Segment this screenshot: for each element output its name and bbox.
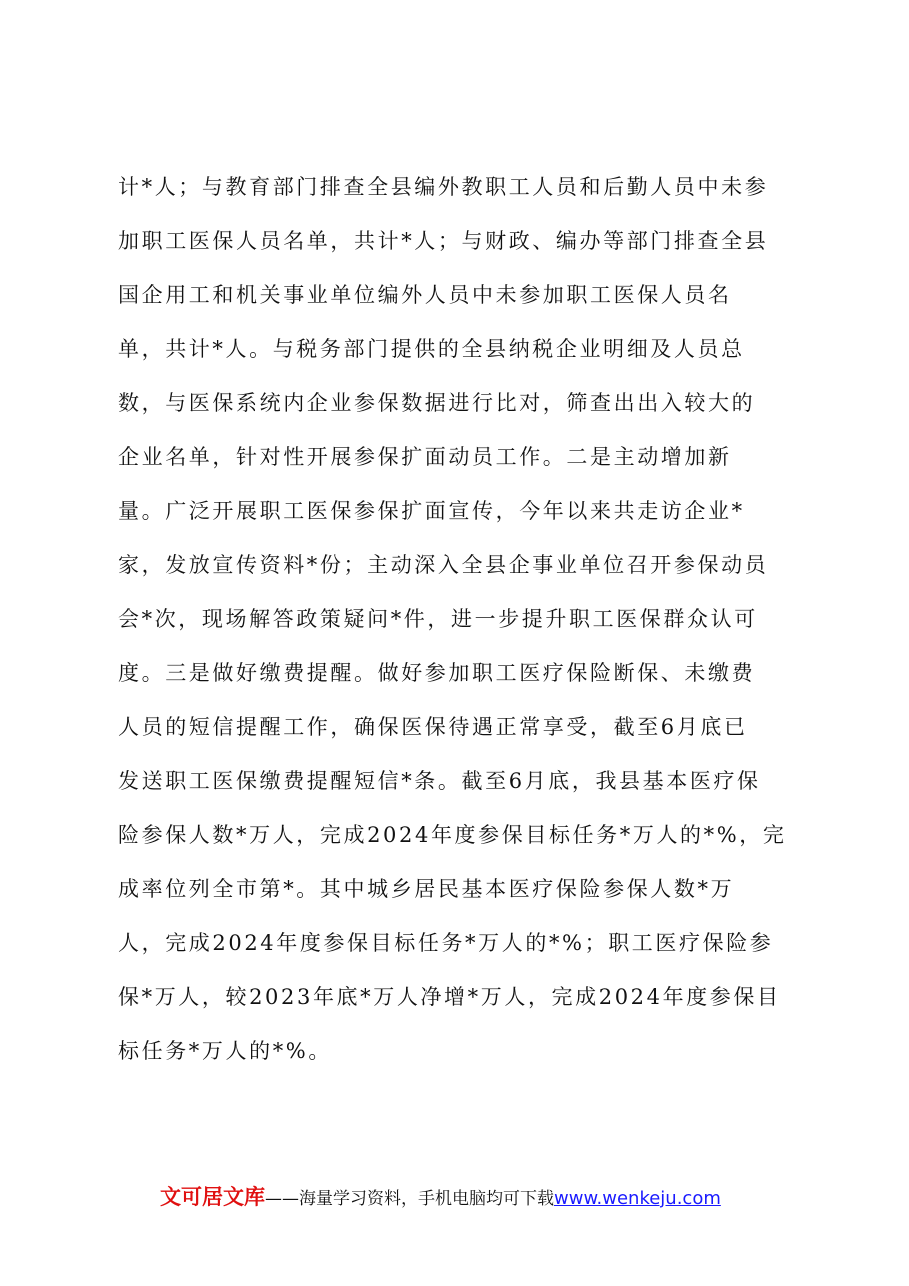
text-line: 计*人；与教育部门排查全县编外教职工人员和后勤人员中未参	[118, 175, 769, 199]
text-line: 险参保人数*万人，完成2024年度参保目标任务*万人的*%，完	[118, 823, 787, 847]
footer-banner	[160, 1180, 880, 1214]
text-line: 企业名单，针对性开展参保扩面动员工作。二是主动增加新	[118, 445, 732, 469]
text-line: 人员的短信提醒工作，确保医保待遇正常享受，截至6月底已	[118, 715, 748, 739]
text-line: 人，完成2024年度参保目标任务*万人的*%；职工医疗保险参	[118, 931, 774, 955]
text-line: 标任务*万人的*%。	[118, 1039, 332, 1063]
text-line: 量。广泛开展职工医保参保扩面宣传，今年以来共走访企业*	[118, 499, 745, 523]
text-line: 国企用工和机关事业单位编外人员中未参加职工医保人员名	[118, 283, 732, 307]
text-line: 家，发放宣传资料*份；主动深入全县企事业单位召开参保动员	[118, 553, 769, 577]
website-link[interactable]: www.wenkeju.com	[554, 1188, 721, 1209]
text-line: 数，与医保系统内企业参保数据进行比对，筛查出出入较大的	[118, 391, 756, 415]
text-line: 单，共计*人。与税务部门提供的全县纳税企业明细及人员总	[118, 337, 745, 361]
text-line: 度。三是做好缴费提醒。做好参加职工医疗保险断保、未缴费	[118, 661, 756, 685]
text-line: 会*次，现场解答政策疑问*件，进一步提升职工医保群众认可	[118, 607, 758, 631]
text-line: 成率位列全市第*。其中城乡居民基本医疗保险参保人数*万	[118, 877, 735, 901]
text-line: 保*万人，较2023年底*万人净增*万人，完成2024年度参保目	[118, 985, 781, 1009]
body-text	[118, 160, 818, 1078]
text-line: 发送职工医保缴费提醒短信*条。截至6月底，我县基本医疗保	[118, 769, 761, 793]
brand-name: 文可居文库	[160, 1185, 265, 1209]
footer-tagline: ——海量学习资料，手机电脑均可下载	[265, 1189, 554, 1209]
text-line: 加职工医保人员名单，共计*人；与财政、编办等部门排查全县	[118, 229, 769, 253]
